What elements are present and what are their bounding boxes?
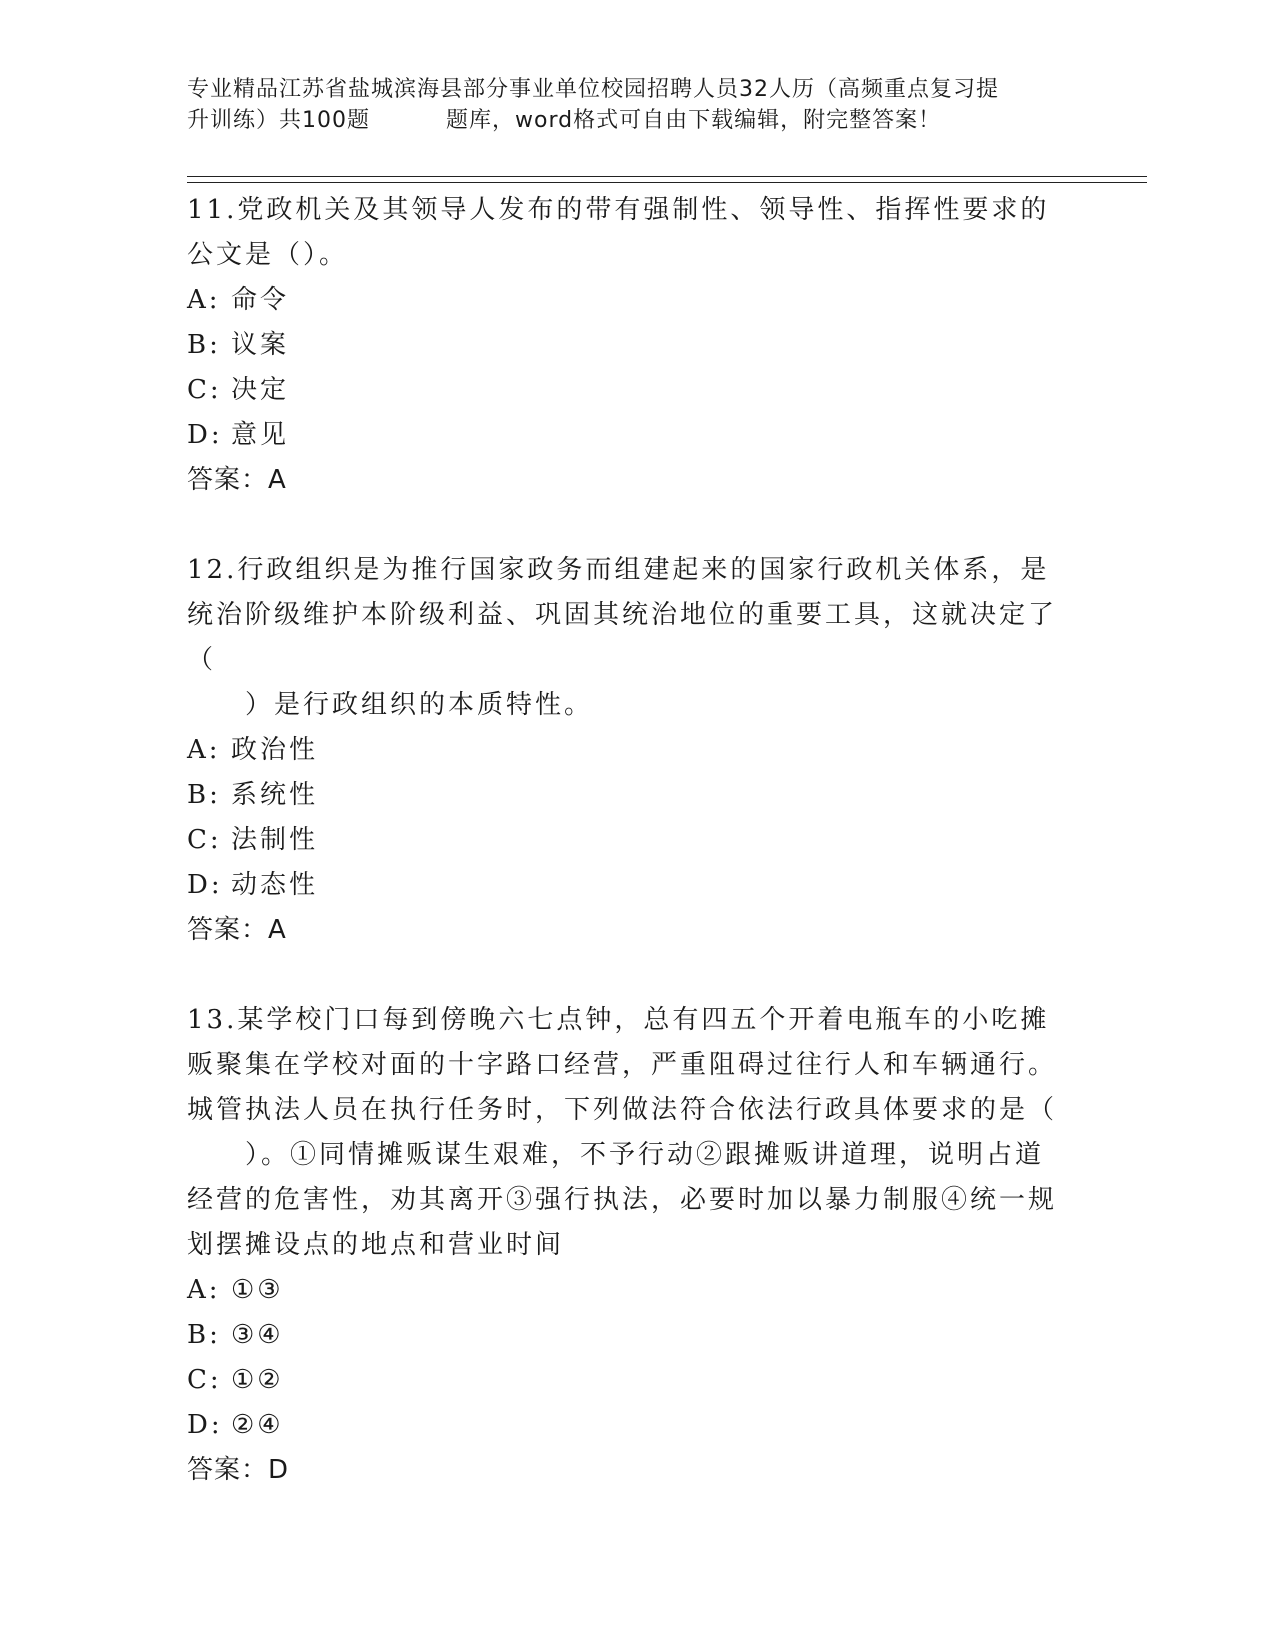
- header-divider-top: [187, 176, 1147, 177]
- option-b: [187, 1313, 1067, 1358]
- option-b: [187, 323, 1067, 368]
- option-text: 议案: [231, 330, 290, 360]
- answer-line: 答案：A: [187, 465, 287, 495]
- option-letter: A:: [187, 285, 221, 315]
- header-line-2-left: 升训练）共100题: [187, 108, 370, 133]
- option-text: 意见: [231, 420, 290, 450]
- option-b: [187, 773, 1067, 818]
- option-a: [187, 278, 1067, 323]
- option-text: ①②: [231, 1365, 284, 1395]
- question-12: [187, 548, 1067, 953]
- option-letter: D:: [187, 420, 223, 450]
- option-letter: C:: [187, 825, 222, 855]
- document-header: [187, 74, 1067, 136]
- header-line-2-right: 题库，word格式可自由下载编辑，附完整答案！: [446, 108, 942, 133]
- option-a: [187, 728, 1067, 773]
- header-line-1: 专业精品江苏省盐城滨海县部分事业单位校园招聘人员32人历（高频重点复习提: [187, 77, 999, 102]
- option-text: 命令: [231, 285, 290, 315]
- option-text: 决定: [231, 375, 290, 405]
- option-a: [187, 1268, 1067, 1313]
- option-letter: B:: [187, 1320, 221, 1350]
- option-text: 法制性: [231, 825, 319, 855]
- question-13: [187, 998, 1067, 1493]
- option-letter: A:: [187, 1275, 221, 1305]
- option-text: 动态性: [231, 870, 319, 900]
- question-stem: 12.行政组织是为推行国家政务而组建起来的国家行政机关体系，是统治阶级维护本阶级利益、巩固其统治地位的重要工具，这就决定了（ ）是行政组织的本质特性。: [187, 555, 1058, 720]
- option-letter: A:: [187, 735, 221, 765]
- option-letter: C:: [187, 375, 222, 405]
- question-list: [187, 188, 1067, 1493]
- option-d: [187, 413, 1067, 458]
- option-c: [187, 818, 1067, 863]
- question-11: [187, 188, 1067, 503]
- header-line-2: [187, 105, 1067, 136]
- question-stem: 11.党政机关及其领导人发布的带有强制性、领导性、指挥性要求的公文是（）。: [187, 195, 1050, 270]
- option-letter: B:: [187, 330, 221, 360]
- header-divider-bottom: [187, 182, 1147, 183]
- option-c: [187, 1358, 1067, 1403]
- option-text: ①③: [231, 1275, 284, 1305]
- answer-line: 答案：D: [187, 1455, 290, 1485]
- question-stem: 13.某学校门口每到傍晚六七点钟，总有四五个开着电瓶车的小吃摊贩聚集在学校对面的十字路口经营，严重阻碍过往行人和车辆通行。城管执法人员在执行任务时，下列做法符合依法行政具体要求的是（ ）。①同情摊贩谋生艰难，不予行动②跟摊贩讲道理，说明占道经营的危害性，劝其离开③强行执法，必要时加以暴力制服④统一规划摆摊设点的地点和营业时间: [187, 1005, 1058, 1260]
- option-text: 系统性: [231, 780, 319, 810]
- option-letter: C:: [187, 1365, 222, 1395]
- option-d: [187, 1403, 1067, 1448]
- option-letter: D:: [187, 1410, 223, 1440]
- option-d: [187, 863, 1067, 908]
- option-c: [187, 368, 1067, 413]
- option-text: ③④: [231, 1320, 284, 1350]
- option-text: ②④: [231, 1410, 284, 1440]
- option-letter: B:: [187, 780, 221, 810]
- answer-line: 答案：A: [187, 915, 287, 945]
- option-letter: D:: [187, 870, 223, 900]
- option-text: 政治性: [231, 735, 319, 765]
